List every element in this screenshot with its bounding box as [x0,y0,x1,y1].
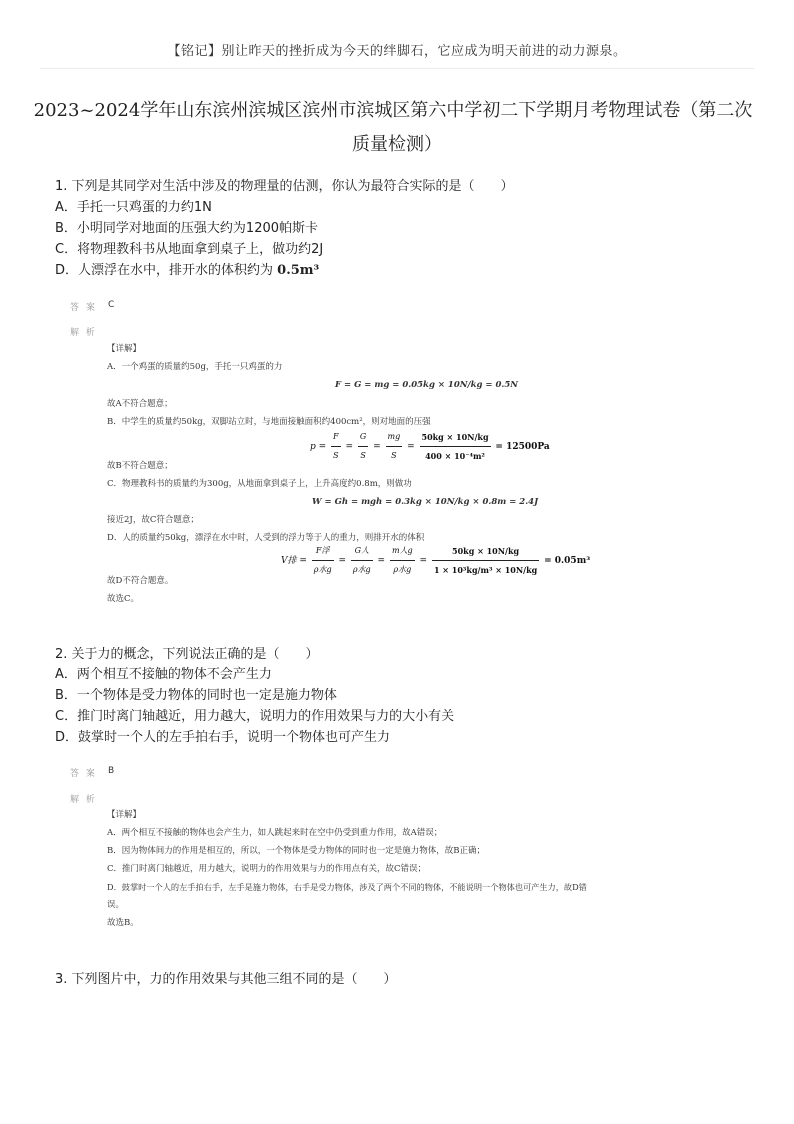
explanation-line: D．鼓掌时一个人的左手拍右手，左手是施力物体，右手是受力物体，涉及了两个不同的物体，不能说明一个物体也可产生力，故D错 [107,882,587,892]
question-2-option-a: A．两个相互不接触的物体不会产生力 [55,667,272,682]
page-motto: 【铭记】别让昨天的挫折成为今天的绊脚石，它应成为明天前进的动力源泉。 [167,44,627,59]
explanation-line: 接近2J，故C符合题意； [107,515,199,525]
explanation-line: A．两个相互不接触的物体也会产生力，如人跳起来时在空中仍受到重力作用，故A错误； [107,828,443,838]
question-3-stem: 3. 下列图片中，力的作用效果与其他三组不同的是（ ） [55,972,397,987]
explanation-line: C．推门时离门轴越近，用力越大，说明力的作用效果与力的作用点有关，故C错误； [107,864,427,874]
explanation-line: 故选B。 [107,918,139,928]
explanation-line: B．因为物体间力的作用是相互的，所以，一个物体是受力物体的同时也一定是施力物体，故B正确； [107,846,485,856]
explanation-line: B．中学生的质量约50kg，双脚站立时，与地面接触面积约400cm²，则对地面的压强 [107,417,431,427]
question-2-option-d: D．鼓掌时一个人的左手拍右手，说明一个物体也可产生力 [55,730,391,745]
question-2-explanation [107,806,727,936]
explanation-line: C．物理教科书的质量约为300g，从地面拿到桌子上，上升高度约0.8m，则做功 [107,479,412,489]
explanation-line: 故选C。 [107,594,140,604]
question-2-option-b: B．一个物体是受力物体的同时也一定是施力物体 [55,688,337,703]
explanation-line: D．人的质量约50kg，漂浮在水中时，人受到的浮力等于人的重力，则排开水的体积 [107,533,425,543]
explanation-line: 故D不符合题意。 [107,576,174,586]
formula-force: F = G = mg = 0.05kg × 10N/kg = 0.5N [335,380,519,390]
explanation-line: 误。 [107,900,125,910]
question-2-analysis-label: 解 析 [70,795,97,805]
explanation-line: 故B不符合题意； [107,461,173,471]
question-2-answer: B [108,766,115,776]
formula-volume: V排 = $\frac{\text{F浮}}{\text{ρ水g}}$ = $\frac{\text{G人}}{\text{ρ水g}}$ = $\frac{\text{m人g}}{\text{ρ水g}}$ = $\frac{50kg \times 10N/kg}{\text{1 × 10³kg/m³ × 10N/kg}}$ = 0.05m³ [281,542,590,579]
formula-work: W = Gh = mgh = 0.3kg × 10N/kg × 0.8m = 2.4J [312,497,539,507]
title-line-1: 2023~2024学年山东滨州滨城区滨州市滨城区第六中学初二下学期月考物理试卷（第二次 [33,100,753,121]
question-1-analysis-label: 解 析 [70,328,97,338]
question-1-answer: C [108,300,115,310]
question-1-option-b: B．小明同学对地面的压强大约为1200帕斯卡 [55,221,319,236]
title-line-2: 质量检测） [352,134,442,155]
question-1-answer-label: 答 案 [70,303,97,313]
question-2-option-c: C．推门时离门轴越近，用力越大，说明力的作用效果与力的大小有关 [55,709,455,724]
question-1-stem: 1. 下列是其同学对生活中涉及的物理量的估测，你认为最符合实际的是（ ） [55,179,514,194]
explanation-header: 【详解】 [107,810,142,820]
question-1-option-c: C．将物理教科书从地面拿到桌子上，做功约2J [55,242,324,257]
question-2-stem: 2. 关于力的概念，下列说法正确的是（ ） [55,647,319,662]
page-title [0,94,794,162]
question-2-answer-label: 答 案 [70,769,97,779]
explanation-line: 故A不符合题意； [107,399,173,409]
header-divider [40,68,754,69]
explanation-header: 【详解】 [107,344,142,354]
option-d-math: 0.5m³ [277,263,320,278]
question-1-option-a: A．手托一只鸡蛋的力约1N [55,200,212,215]
question-1-option-d: D．人漂浮在水中，排开水的体积约为 0.5m³ [55,263,320,278]
explanation-line: A．一个鸡蛋的质量约50g，手托一只鸡蛋的力 [107,362,283,372]
question-1-explanation [107,340,727,610]
formula-pressure: p = $\frac{F}{S}$ = $\frac{G}{S}$ = $\frac{mg}{S}$ = $\frac{50kg \times 10N/kg}{\text{400 × 10⁻⁴m²}}$ = 12500Pa [310,428,550,465]
